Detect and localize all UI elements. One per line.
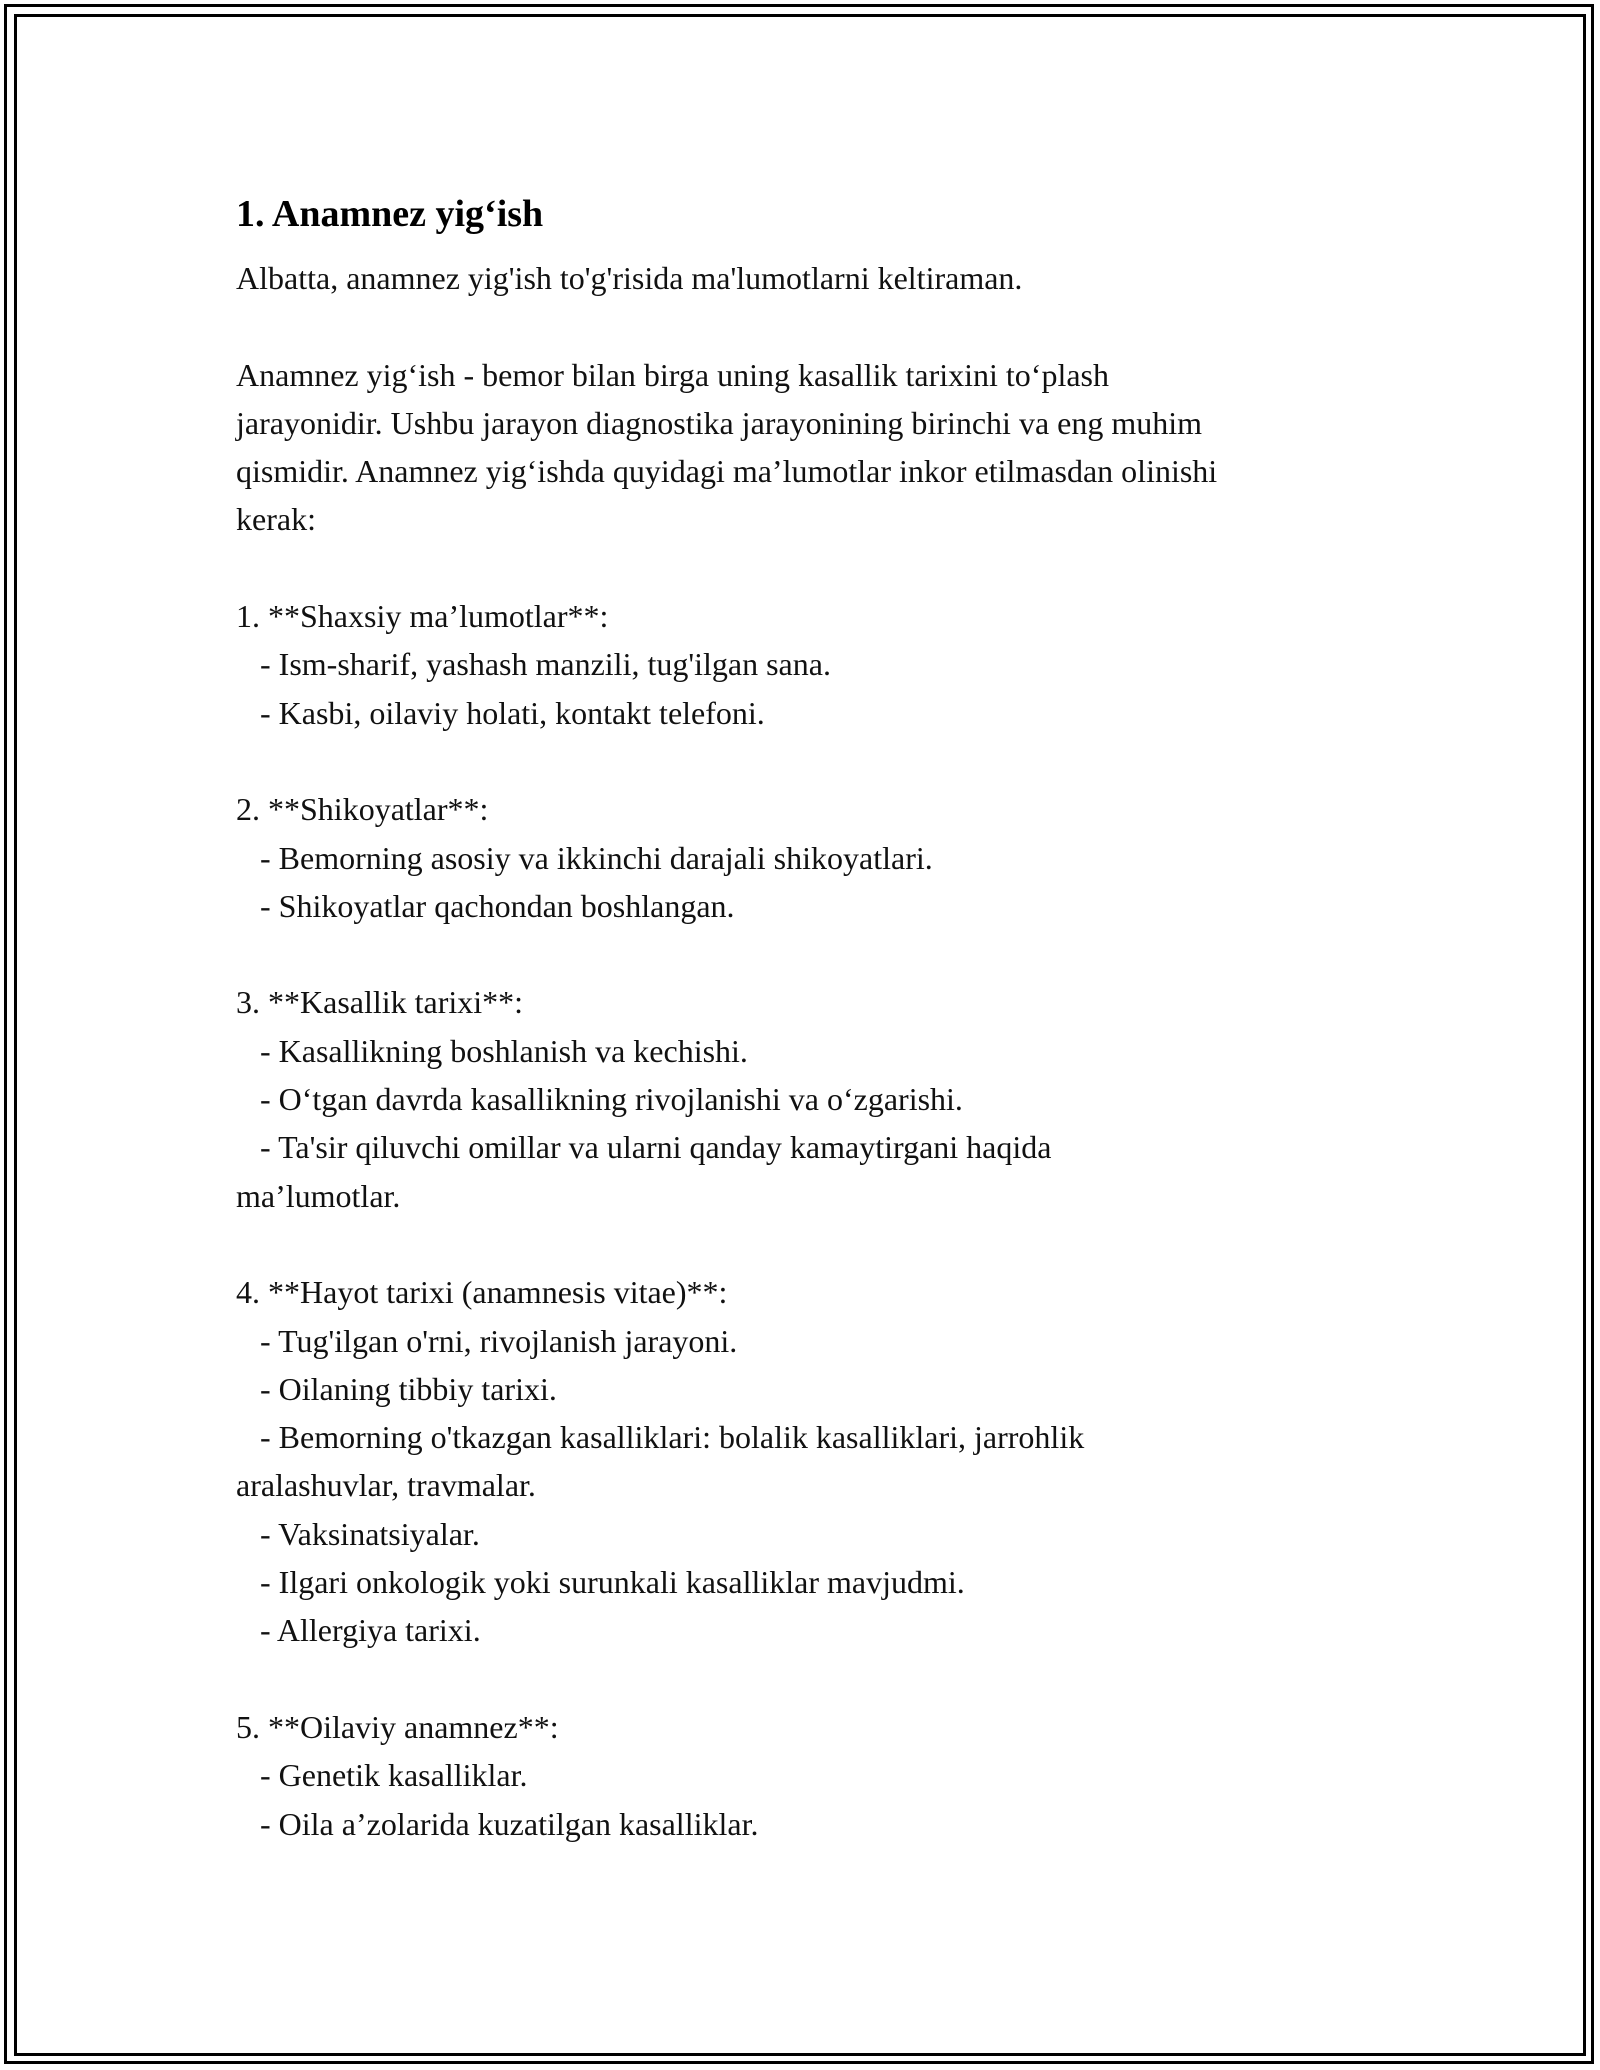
list-subitem: - Oila a’zolarida kuzatilgan kasalliklar. xyxy=(236,1805,759,1842)
intro-paragraph: Albatta, anamnez yig'ish to'g'risida ma'lumotlarni keltiraman. xyxy=(236,260,1023,296)
list-item-title: 2. **Shikoyatlar**: xyxy=(236,791,489,828)
list-subitem: - Kasbi, oilaviy holati, kontakt telefoni. xyxy=(236,694,765,731)
section-family-history xyxy=(236,1703,1416,1848)
list-item-title: 1. **Shaxsiy ma’lumotlar**: xyxy=(236,598,609,635)
list-subitem: - Kasallikning boshlanish va kechishi. xyxy=(236,1032,748,1069)
list-subitem: - Ta'sir qiluvchi omillar va ularni qanday kamaytirgani haqida xyxy=(236,1129,1052,1166)
description-paragraph xyxy=(236,351,1416,544)
paragraph-gap xyxy=(236,544,1416,592)
section-personal-data xyxy=(236,592,1416,737)
section-heading: 1. Anamnez yig‘ish xyxy=(236,193,544,235)
description-line: Anamnez yig‘ish - bemor bilan birga uning kasallik tarixini to‘plash xyxy=(236,356,1109,393)
list-subitem: - Bemorning asosiy va ikkinchi darajali shikoyatlari. xyxy=(236,839,933,876)
paragraph-gap xyxy=(236,1220,1416,1268)
paragraph-gap xyxy=(236,1655,1416,1703)
list-subitem: - Oilaning tibbiy tarixi. xyxy=(236,1370,557,1407)
document-body xyxy=(236,186,1416,1848)
list-item-title: 4. **Hayot tarixi (anamnesis vitae)**: xyxy=(236,1274,728,1311)
section-disease-history xyxy=(236,978,1416,1219)
list-subitem: - Tug'ilgan o'rni, rivojlanish jarayoni. xyxy=(236,1322,738,1359)
list-subitem: - Vaksinatsiyalar. xyxy=(236,1515,480,1552)
list-item-title: 3. **Kasallik tarixi**: xyxy=(236,984,524,1021)
list-subitem: - Ism-sharif, yashash manzili, tug'ilgan sana. xyxy=(236,646,831,683)
list-subitem: - Shikoyatlar qachondan boshlangan. xyxy=(236,887,735,924)
section-complaints xyxy=(236,785,1416,930)
paragraph-gap xyxy=(236,302,1416,350)
list-subitem: - Bemorning o'tkazgan kasalliklari: bolalik kasalliklari, jarrohlik xyxy=(236,1419,1085,1456)
list-subitem-continuation: aralashuvlar, travmalar. xyxy=(236,1467,536,1504)
description-line: kerak: xyxy=(236,501,316,538)
description-line: jarayonidir. Ushbu jarayon diagnostika jarayonining birinchi va eng muhim xyxy=(236,404,1203,441)
list-subitem-continuation: ma’lumotlar. xyxy=(236,1177,401,1214)
description-line: qismidir. Anamnez yig‘ishda quyidagi ma’lumotlar inkor etilmasdan olinishi xyxy=(236,453,1218,490)
paragraph-gap xyxy=(236,930,1416,978)
section-life-history xyxy=(236,1268,1416,1654)
list-subitem: - Genetik kasalliklar. xyxy=(236,1757,528,1794)
list-subitem: - Allergiya tarixi. xyxy=(236,1612,481,1649)
paragraph-gap xyxy=(236,737,1416,785)
list-subitem: - Ilgari onkologik yoki surunkali kasalliklar mavjudmi. xyxy=(236,1564,965,1601)
list-item-title: 5. **Oilaviy anamnez**: xyxy=(236,1708,559,1745)
list-subitem: - O‘tgan davrda kasallikning rivojlanishi va o‘zgarishi. xyxy=(236,1081,963,1118)
